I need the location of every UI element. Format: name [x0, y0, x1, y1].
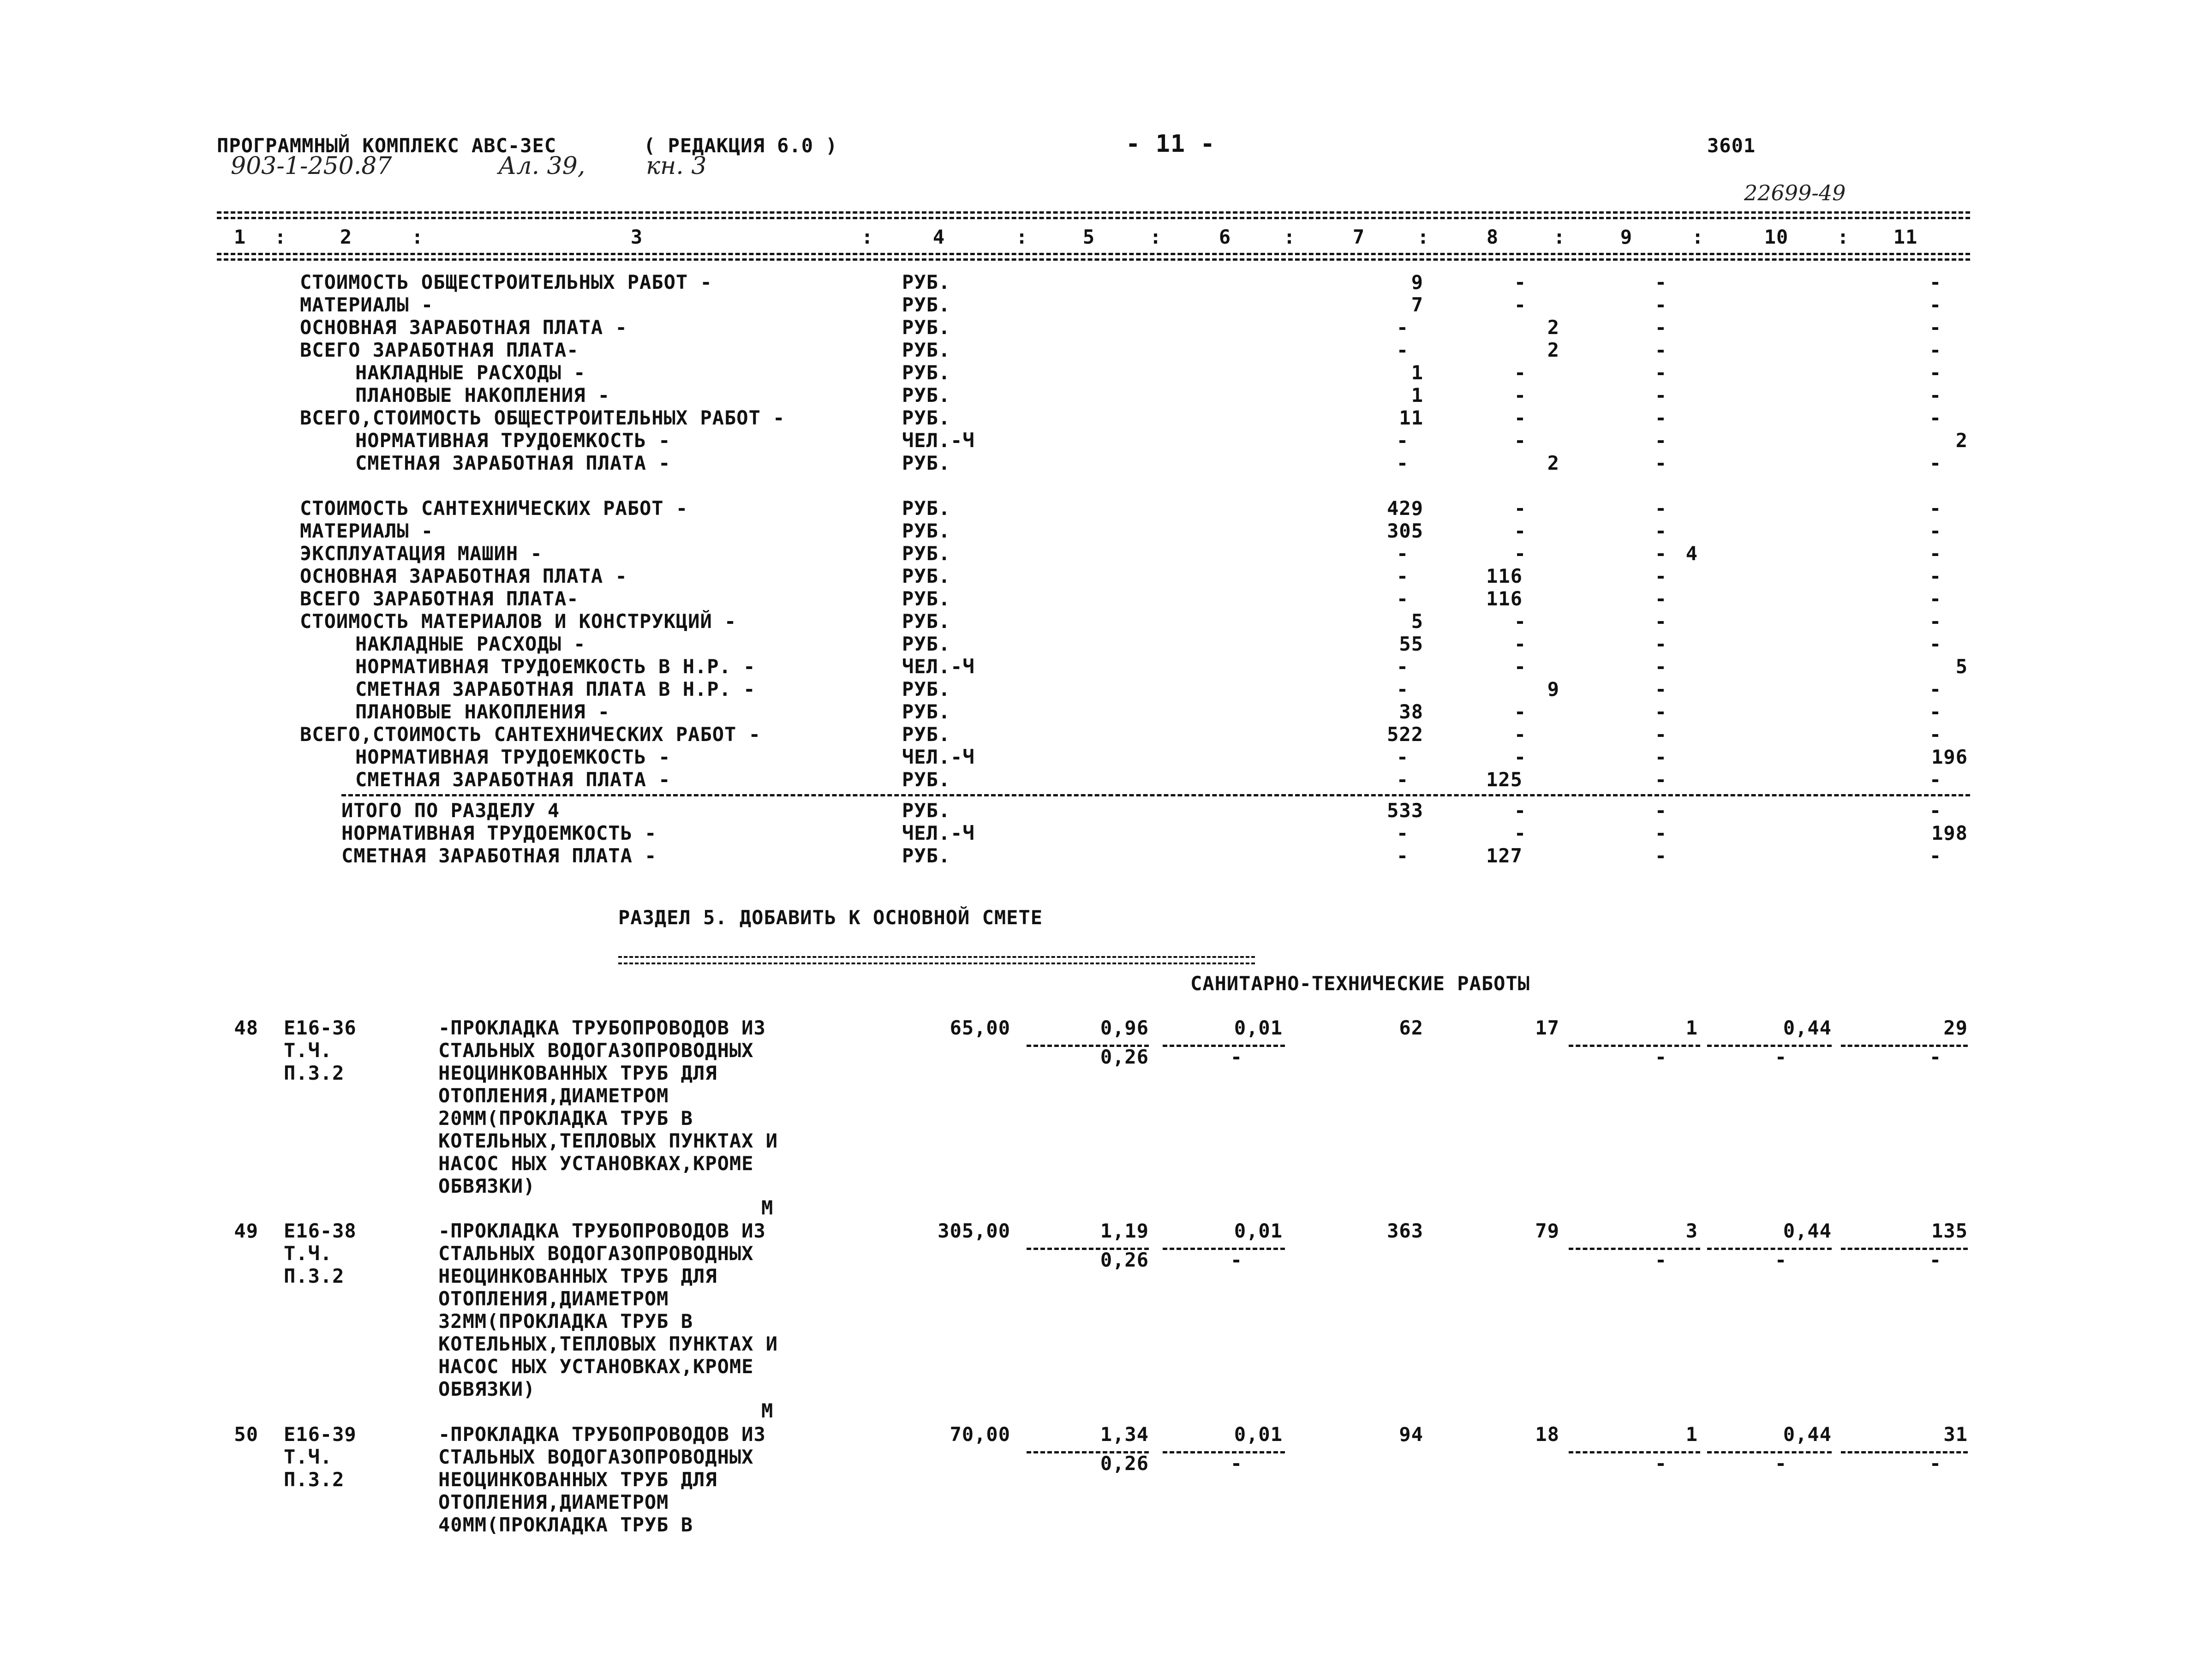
unit: РУБ. — [902, 565, 951, 587]
unit: РУБ. — [902, 700, 951, 723]
item-c9-lower: - — [1654, 1046, 1667, 1068]
item-c6-lower: - — [1230, 1046, 1243, 1068]
total-label: НОРМАТИВНАЯ ТРУДОЕМКОСТЬ - — [341, 822, 657, 844]
unit: РУБ. — [902, 520, 951, 542]
item-c11-lower: - — [1929, 1046, 1942, 1068]
value-c11: - — [1929, 384, 1942, 407]
value-c11: - — [1929, 610, 1942, 633]
value-c11: - — [1929, 361, 1942, 384]
value-c7: 429 — [1387, 497, 1423, 520]
item-c6: 0,01 — [1234, 1016, 1283, 1039]
item-description-line: -ПРОКЛАДКА ТРУБОПРОВОДОВ ИЗ — [438, 1423, 766, 1446]
value-c8: 9 — [1547, 678, 1559, 700]
value-c9: - — [1654, 293, 1667, 316]
total-label: СМЕТНАЯ ЗАРАБОТНАЯ ПЛАТА - — [341, 844, 657, 867]
summary-label: ПЛАНОВЫЕ НАКОПЛЕНИЯ - — [355, 700, 610, 723]
handwritten-inventory-code: 22699-49 — [1744, 180, 1846, 205]
value-c10: 4 — [1685, 542, 1698, 565]
column-separator: : — [411, 226, 424, 248]
column-separator: : — [1691, 226, 1704, 248]
value-c7: - — [1396, 429, 1409, 452]
value-c8: - — [1514, 542, 1527, 565]
totals-rule — [341, 794, 1970, 796]
value-c7: 38 — [1399, 700, 1423, 723]
value-c7: 11 — [1399, 407, 1423, 429]
item-c5-lower: 0,26 — [1100, 1452, 1149, 1475]
column-separator: : — [274, 226, 287, 248]
item-description-line: НЕОЦИНКОВАННЫХ ТРУБ ДЛЯ — [438, 1468, 717, 1491]
column-separator: : — [1283, 226, 1296, 248]
summary-label: ВСЕГО,СТОИМОСТЬ ОБЩЕСТРОИТЕЛЬНЫХ РАБОТ - — [300, 407, 785, 429]
column-number-9: 9 — [1620, 226, 1633, 248]
summary-label: НОРМАТИВНАЯ ТРУДОЕМКОСТЬ - — [355, 429, 671, 452]
summary-label: МАТЕРИАЛЫ - — [300, 520, 434, 542]
unit: ЧЕЛ.-Ч — [902, 429, 975, 452]
column-number-2: 2 — [340, 226, 352, 248]
value-c8: 116 — [1486, 587, 1523, 610]
column-number-3: 3 — [630, 226, 643, 248]
unit: РУБ. — [902, 452, 951, 474]
summary-label: НОРМАТИВНАЯ ТРУДОЕМКОСТЬ В Н.Р. - — [355, 655, 756, 678]
item-c10-lower: - — [1774, 1452, 1787, 1475]
value-c9: - — [1654, 407, 1667, 429]
value-c7: - — [1396, 768, 1409, 791]
item-unit: М — [761, 1196, 774, 1219]
total-c9: - — [1654, 844, 1667, 867]
value-c11: 196 — [1931, 746, 1968, 768]
unit: РУБ. — [902, 497, 951, 520]
total-c11: - — [1929, 844, 1942, 867]
item-c7: 62 — [1399, 1016, 1423, 1039]
item-reference: Т.Ч. — [284, 1446, 333, 1468]
value-c9: - — [1654, 429, 1667, 452]
unit: РУБ. — [902, 361, 951, 384]
edition-label: ( РЕДАКЦИЯ 6.0 ) — [644, 134, 838, 157]
value-c7: 1 — [1411, 384, 1423, 407]
item-reference: П.3.2 — [284, 1062, 345, 1084]
value-c9: - — [1654, 361, 1667, 384]
value-c11: - — [1929, 497, 1942, 520]
column-separator: : — [1553, 226, 1566, 248]
handwritten-project-code: 903-1-250.87 — [231, 152, 392, 180]
value-c11: - — [1929, 293, 1942, 316]
unit: РУБ. — [902, 610, 951, 633]
item-quantity: 70,00 — [950, 1423, 1010, 1446]
item-reference: Т.Ч. — [284, 1242, 333, 1265]
unit: ЧЕЛ.-Ч — [902, 655, 975, 678]
item-c7: 94 — [1399, 1423, 1423, 1446]
value-c9: - — [1654, 768, 1667, 791]
value-c7: - — [1396, 542, 1409, 565]
item-description-line: КОТЕЛЬНЫХ,ТЕПЛОВЫХ ПУНКТАХ И — [438, 1333, 778, 1355]
item-c5-lower: 0,26 — [1100, 1046, 1149, 1068]
value-c7: - — [1396, 316, 1409, 339]
item-description-line: НАСОС НЫХ УСТАНОВКАХ,КРОМЕ — [438, 1152, 754, 1175]
unit: РУБ. — [902, 316, 951, 339]
value-c8: 2 — [1547, 452, 1559, 474]
column-number-5: 5 — [1082, 226, 1095, 248]
value-c11: - — [1929, 452, 1942, 474]
value-c8: - — [1514, 407, 1527, 429]
item-description-line: ОТОПЛЕНИЯ,ДИАМЕТРОМ — [438, 1491, 669, 1513]
value-c7: - — [1396, 452, 1409, 474]
value-c8: - — [1514, 271, 1527, 293]
summary-label: ОСНОВНАЯ ЗАРАБОТНАЯ ПЛАТА - — [300, 316, 627, 339]
value-c7: - — [1396, 565, 1409, 587]
section-title: РАЗДЕЛ 5. ДОБАВИТЬ К ОСНОВНОЙ СМЕТЕ — [618, 906, 1043, 929]
value-c7: - — [1396, 655, 1409, 678]
value-c9: - — [1654, 565, 1667, 587]
value-c11: - — [1929, 587, 1942, 610]
value-c7: 305 — [1387, 520, 1423, 542]
value-c7: 1 — [1411, 361, 1423, 384]
item-number: 48 — [234, 1016, 258, 1039]
item-c6-lower: - — [1230, 1452, 1243, 1475]
value-c8: - — [1514, 610, 1527, 633]
summary-label: СМЕТНАЯ ЗАРАБОТНАЯ ПЛАТА - — [355, 452, 671, 474]
item-number: 49 — [234, 1220, 258, 1242]
value-c7: - — [1396, 587, 1409, 610]
item-c5: 0,96 — [1100, 1016, 1149, 1039]
item-description-line: -ПРОКЛАДКА ТРУБОПРОВОДОВ ИЗ — [438, 1016, 766, 1039]
value-c9: - — [1654, 452, 1667, 474]
item-c5: 1,19 — [1100, 1220, 1149, 1242]
value-c9: - — [1654, 633, 1667, 655]
item-c10: 0,44 — [1783, 1220, 1832, 1242]
value-c7: - — [1396, 678, 1409, 700]
item-quantity: 305,00 — [938, 1220, 1010, 1242]
total-c9: - — [1654, 822, 1667, 844]
value-c11: - — [1929, 542, 1942, 565]
unit: РУБ. — [902, 271, 951, 293]
value-c8: - — [1514, 655, 1527, 678]
item-c11-lower: - — [1929, 1452, 1942, 1475]
item-description-line: ОБВЯЗКИ) — [438, 1175, 536, 1197]
total-c8: 127 — [1486, 844, 1523, 867]
value-c9: - — [1654, 497, 1667, 520]
total-c9: - — [1654, 799, 1667, 822]
item-code: Е16-36 — [284, 1016, 357, 1039]
item-description-line: КОТЕЛЬНЫХ,ТЕПЛОВЫХ ПУНКТАХ И — [438, 1130, 778, 1152]
item-description-line: ОТОПЛЕНИЯ,ДИАМЕТРОМ — [438, 1084, 669, 1107]
value-c7: 522 — [1387, 723, 1423, 746]
document-number: 3601 — [1707, 134, 1756, 157]
value-c7: 9 — [1411, 271, 1423, 293]
item-code: Е16-38 — [284, 1220, 357, 1242]
value-c8: - — [1514, 429, 1527, 452]
value-c8: 2 — [1547, 339, 1559, 361]
unit: РУБ. — [902, 542, 951, 565]
unit: РУБ. — [902, 844, 951, 867]
value-c8: - — [1514, 293, 1527, 316]
value-c8: 116 — [1486, 565, 1523, 587]
summary-label: МАТЕРИАЛЫ - — [300, 293, 434, 316]
program-title: ПРОГРАММНЫЙ КОМПЛЕКС АВС-3ЕС — [217, 134, 557, 157]
value-c7: 5 — [1411, 610, 1423, 633]
summary-label: СТОИМОСТЬ МАТЕРИАЛОВ И КОНСТРУКЦИЙ - — [300, 610, 737, 633]
column-number-7: 7 — [1352, 226, 1365, 248]
value-c11: - — [1929, 723, 1942, 746]
item-c8: 79 — [1535, 1220, 1559, 1242]
column-separator: : — [1417, 226, 1430, 248]
summary-label: СМЕТНАЯ ЗАРАБОТНАЯ ПЛАТА - — [355, 768, 671, 791]
summary-label: НАКЛАДНЫЕ РАСХОДЫ - — [355, 361, 586, 384]
item-c7: 363 — [1387, 1220, 1423, 1242]
item-description-line: -ПРОКЛАДКА ТРУБОПРОВОДОВ ИЗ — [438, 1220, 766, 1242]
page-number: - 11 - — [1126, 130, 1215, 158]
summary-label: ВСЕГО ЗАРАБОТНАЯ ПЛАТА- — [300, 339, 579, 361]
item-description-line: СТАЛЬНЫХ ВОДОГАЗОПРОВОДНЫХ — [438, 1446, 754, 1468]
unit: РУБ. — [902, 633, 951, 655]
value-c9: - — [1654, 678, 1667, 700]
column-number-11: 11 — [1893, 226, 1918, 248]
column-separator: : — [1149, 226, 1162, 248]
value-c11: 2 — [1955, 429, 1968, 452]
summary-label: СТОИМОСТЬ ОБЩЕСТРОИТЕЛЬНЫХ РАБОТ - — [300, 271, 712, 293]
value-c7: - — [1396, 339, 1409, 361]
value-c9: - — [1654, 587, 1667, 610]
summary-label: НАКЛАДНЫЕ РАСХОДЫ - — [355, 633, 586, 655]
unit: РУБ. — [902, 678, 951, 700]
value-c7: 7 — [1411, 293, 1423, 316]
value-c11: - — [1929, 678, 1942, 700]
summary-label: ЭКСПЛУАТАЦИЯ МАШИН - — [300, 542, 543, 565]
value-c8: - — [1514, 361, 1527, 384]
total-c8: - — [1514, 822, 1527, 844]
value-c11: - — [1929, 768, 1942, 791]
total-c7: 533 — [1387, 799, 1423, 822]
unit: РУБ. — [902, 768, 951, 791]
value-c11: - — [1929, 271, 1942, 293]
value-c9: - — [1654, 271, 1667, 293]
item-c11: 29 — [1943, 1016, 1968, 1039]
value-c8: - — [1514, 384, 1527, 407]
handwritten-book: кн. 3 — [646, 152, 707, 180]
item-c10: 0,44 — [1783, 1423, 1832, 1446]
column-number-4: 4 — [932, 226, 945, 248]
summary-label: СМЕТНАЯ ЗАРАБОТНАЯ ПЛАТА В Н.Р. - — [355, 678, 756, 700]
column-separator: : — [861, 226, 874, 248]
item-c11: 31 — [1943, 1423, 1968, 1446]
unit: РУБ. — [902, 407, 951, 429]
item-c6-lower: - — [1230, 1249, 1243, 1271]
value-c9: - — [1654, 610, 1667, 633]
value-c8: - — [1514, 633, 1527, 655]
unit: РУБ. — [902, 339, 951, 361]
unit: РУБ. — [902, 723, 951, 746]
unit: РУБ. — [902, 587, 951, 610]
item-c6: 0,01 — [1234, 1220, 1283, 1242]
item-reference: П.3.2 — [284, 1468, 345, 1491]
summary-label: ОСНОВНАЯ ЗАРАБОТНАЯ ПЛАТА - — [300, 565, 627, 587]
item-c9: 3 — [1685, 1220, 1698, 1242]
summary-label: ПЛАНОВЫЕ НАКОПЛЕНИЯ - — [355, 384, 610, 407]
value-c9: - — [1654, 700, 1667, 723]
item-description-line: НЕОЦИНКОВАННЫХ ТРУБ ДЛЯ — [438, 1265, 717, 1287]
item-description-line: 32ММ(ПРОКЛАДКА ТРУБ В — [438, 1310, 693, 1333]
column-separator: : — [1837, 226, 1850, 248]
item-description-line: ОТОПЛЕНИЯ,ДИАМЕТРОМ — [438, 1287, 669, 1310]
section-double-rule — [618, 956, 1255, 964]
item-description-line: ОБВЯЗКИ) — [438, 1378, 536, 1400]
item-c9: 1 — [1685, 1423, 1698, 1446]
item-c8: 18 — [1535, 1423, 1559, 1446]
column-number-6: 6 — [1218, 226, 1231, 248]
item-c11: 135 — [1931, 1220, 1968, 1242]
unit: РУБ. — [902, 293, 951, 316]
item-description-line: СТАЛЬНЫХ ВОДОГАЗОПРОВОДНЫХ — [438, 1039, 754, 1062]
column-number-10: 10 — [1764, 226, 1789, 248]
value-c11: - — [1929, 316, 1942, 339]
unit: РУБ. — [902, 799, 951, 822]
value-c9: - — [1654, 520, 1667, 542]
item-c6: 0,01 — [1234, 1423, 1283, 1446]
item-description-line: НАСОС НЫХ УСТАНОВКАХ,КРОМЕ — [438, 1355, 754, 1378]
value-c8: - — [1514, 520, 1527, 542]
value-c7: - — [1396, 746, 1409, 768]
value-c11: - — [1929, 633, 1942, 655]
unit: РУБ. — [902, 384, 951, 407]
column-separator: : — [1015, 226, 1028, 248]
value-c9: - — [1654, 384, 1667, 407]
item-c5: 1,34 — [1100, 1423, 1149, 1446]
item-c8: 17 — [1535, 1016, 1559, 1039]
value-c8: 2 — [1547, 316, 1559, 339]
total-c7: - — [1396, 822, 1409, 844]
unit: ЧЕЛ.-Ч — [902, 746, 975, 768]
item-c5-lower: 0,26 — [1100, 1249, 1149, 1271]
item-description-line: 40ММ(ПРОКЛАДКА ТРУБ В — [438, 1513, 693, 1536]
item-c10: 0,44 — [1783, 1016, 1832, 1039]
value-c11: 5 — [1955, 655, 1968, 678]
value-c8: 125 — [1486, 768, 1523, 791]
column-number-1: 1 — [233, 226, 246, 248]
total-c11: - — [1929, 799, 1942, 822]
item-unit: М — [761, 1399, 774, 1422]
value-c9: - — [1654, 339, 1667, 361]
item-c10-lower: - — [1774, 1249, 1787, 1271]
summary-label: ВСЕГО ЗАРАБОТНАЯ ПЛАТА- — [300, 587, 579, 610]
value-c7: 55 — [1399, 633, 1423, 655]
item-description-line: СТАЛЬНЫХ ВОДОГАЗОПРОВОДНЫХ — [438, 1242, 754, 1265]
value-c9: - — [1654, 655, 1667, 678]
item-quantity: 65,00 — [950, 1016, 1010, 1039]
column-number-8: 8 — [1486, 226, 1499, 248]
summary-label: ВСЕГО,СТОИМОСТЬ САНТЕХНИЧЕСКИХ РАБОТ - — [300, 723, 761, 746]
item-reference: Т.Ч. — [284, 1039, 333, 1062]
value-c11: - — [1929, 565, 1942, 587]
value-c9: - — [1654, 316, 1667, 339]
item-description-line: НЕОЦИНКОВАННЫХ ТРУБ ДЛЯ — [438, 1062, 717, 1084]
handwritten-sheet: Ал. 39, — [498, 152, 585, 180]
summary-label: СТОИМОСТЬ САНТЕХНИЧЕСКИХ РАБОТ - — [300, 497, 688, 520]
item-c9-lower: - — [1654, 1452, 1667, 1475]
value-c9: - — [1654, 723, 1667, 746]
section-subtitle: САНИТАРНО-ТЕХНИЧЕСКИЕ РАБОТЫ — [1190, 972, 1530, 995]
value-c8: - — [1514, 497, 1527, 520]
value-c8: - — [1514, 700, 1527, 723]
total-label: ИТОГО ПО РАЗДЕЛУ 4 — [341, 799, 560, 822]
value-c8: - — [1514, 723, 1527, 746]
item-reference: П.3.2 — [284, 1265, 345, 1287]
summary-label: НОРМАТИВНАЯ ТРУДОЕМКОСТЬ - — [355, 746, 671, 768]
header-top-rule-2 — [217, 217, 1970, 219]
item-c9: 1 — [1685, 1016, 1698, 1039]
value-c11: - — [1929, 339, 1942, 361]
header-bottom-rule-2 — [217, 258, 1970, 261]
value-c9: - — [1654, 746, 1667, 768]
value-c9: - — [1654, 542, 1667, 565]
item-c11-lower: - — [1929, 1249, 1942, 1271]
total-c11: 198 — [1931, 822, 1968, 844]
unit: ЧЕЛ.-Ч — [902, 822, 975, 844]
item-c9-lower: - — [1654, 1249, 1667, 1271]
value-c11: - — [1929, 520, 1942, 542]
item-code: Е16-39 — [284, 1423, 357, 1446]
item-number: 50 — [234, 1423, 258, 1446]
item-description-line: 20ММ(ПРОКЛАДКА ТРУБ В — [438, 1107, 693, 1130]
header-top-rule — [217, 211, 1970, 214]
total-c7: - — [1396, 844, 1409, 867]
value-c11: - — [1929, 407, 1942, 429]
value-c11: - — [1929, 700, 1942, 723]
header-bottom-rule — [217, 253, 1970, 255]
item-c10-lower: - — [1774, 1046, 1787, 1068]
total-c8: - — [1514, 799, 1527, 822]
value-c8: - — [1514, 746, 1527, 768]
